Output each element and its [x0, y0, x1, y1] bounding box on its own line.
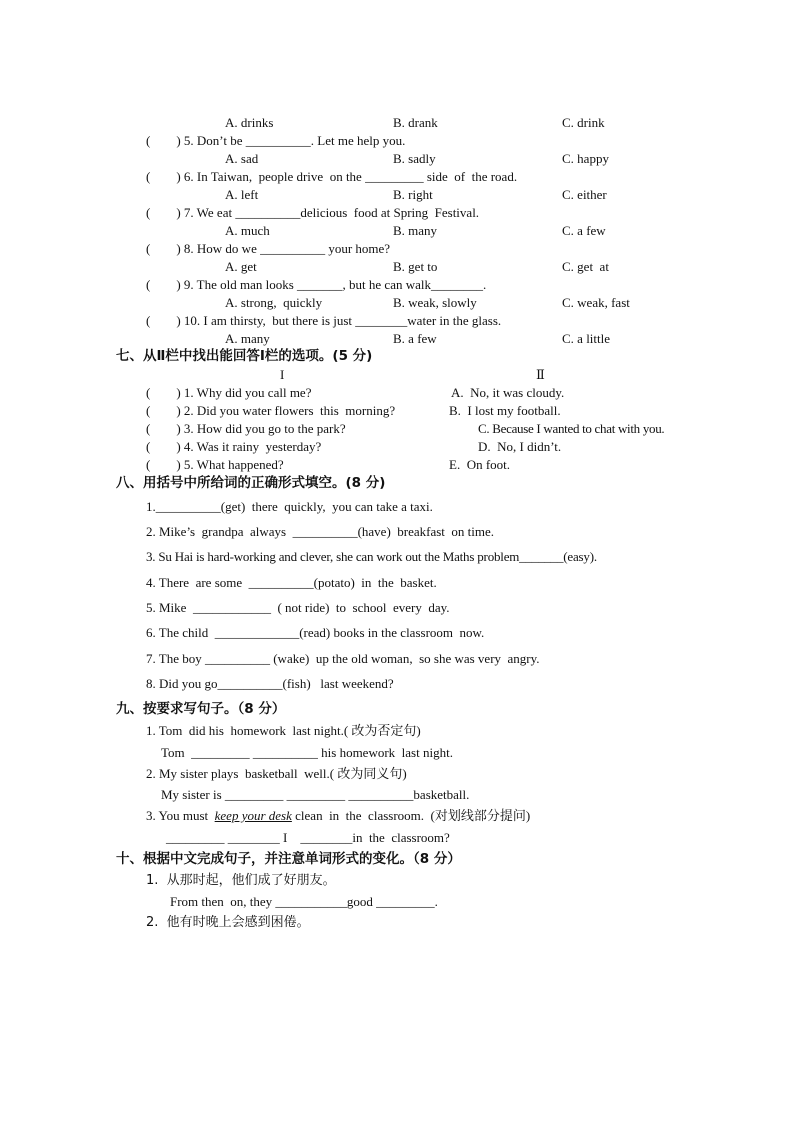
option-c: C. get at — [562, 259, 609, 274]
rewrite-item-3-suffix: clean in the classroom. (对划线部分提问) — [291, 808, 531, 823]
option-a: A. strong, quickly — [225, 295, 323, 310]
choice-item-9-stem: ( ) 9. The old man looks _______, but he can walk________. — [146, 277, 487, 292]
fill-item-8: 8. Did you go__________(fish) last weekend? — [146, 676, 394, 691]
choice-item-8-stem: ( ) 8. How do we __________ your home? — [146, 241, 391, 256]
underlined-phrase: keep your desk — [214, 808, 292, 823]
section-10-heading: 十、根据中文完成句子，并注意单词形式的变化。（8 分） — [116, 851, 461, 867]
option-b: B. get to — [393, 259, 438, 274]
choice-item-10-stem: ( ) 10. I am thirsty, but there is just ________water in the glass. — [146, 313, 502, 328]
rewrite-item-3-prefix: 3. You must — [146, 808, 215, 823]
rewrite-item-2-answer: My sister is _________ _________ __________basketball. — [161, 787, 470, 802]
match-question: ( ) 1. Why did you call me? — [146, 385, 312, 400]
match-question: ( ) 4. Was it rainy yesterday? — [146, 439, 322, 454]
choice-item-5-stem: ( ) 5. Don’t be __________. Let me help you. — [146, 133, 406, 148]
fill-item-5: 5. Mike ____________ ( not ride) to school every day. — [146, 600, 450, 615]
match-answer: E. On foot. — [449, 457, 511, 472]
match-answer: B. I lost my football. — [449, 403, 561, 418]
option-b: B. right — [393, 187, 433, 202]
choice-item-6-stem: ( ) 6. In Taiwan, people drive on the _________ side of the road. — [146, 169, 518, 184]
option-c: C. weak, fast — [562, 295, 630, 310]
section-7-heading: 七、从Ⅱ栏中找出能回答Ⅰ栏的选项。(5 分) — [116, 348, 373, 364]
option-c: C. either — [562, 187, 607, 202]
option-c: C. a few — [562, 223, 606, 238]
match-question: ( ) 3. How did you go to the park? — [146, 421, 346, 436]
option-a: A. sad — [225, 151, 259, 166]
section-9-heading: 九、按要求写句子。（8 分） — [116, 701, 286, 717]
rewrite-item-1-answer: Tom _________ __________ his homework last night. — [161, 745, 453, 760]
option-b: B. many — [393, 223, 438, 238]
option-a: A. drinks — [225, 115, 274, 130]
match-answer: A. No, it was cloudy. — [451, 385, 565, 400]
fill-item-1: 1.__________(get) there quickly, you can take a taxi. — [146, 499, 433, 514]
match-answer: D. No, I didn’t. — [478, 439, 562, 454]
option-b: B. drank — [393, 115, 438, 130]
rewrite-item-3-answer: _________ ________ I ________in the classroom? — [166, 830, 450, 845]
match-question: ( ) 2. Did you water flowers this morning? — [146, 403, 396, 418]
option-a: A. get — [225, 259, 257, 274]
match-answer: C. Because I wanted to chat with you. — [478, 421, 665, 436]
fill-item-4: 4. There are some __________(potato) in the basket. — [146, 575, 437, 590]
option-a: A. much — [225, 223, 270, 238]
option-c: C. drink — [562, 115, 605, 130]
rewrite-item-2: 2. My sister plays basketball well.( 改为同义句) — [146, 766, 407, 781]
option-c: C. happy — [562, 151, 609, 166]
translate-item-1: 1. 从那时起，他们成了好朋友。 — [146, 873, 336, 888]
choice-item-7-stem: ( ) 7. We eat __________delicious food at Spring Festival. — [146, 205, 480, 220]
option-b: B. sadly — [393, 151, 436, 166]
section-8-heading: 八、用括号中所给词的正确形式填空。(8 分) — [116, 475, 386, 491]
rewrite-item-1: 1. Tom did his homework last night.( 改为否定句) — [146, 723, 421, 738]
option-a: A. many — [225, 331, 270, 346]
fill-item-3: 3. Su Hai is hard-working and clever, she can work out the Maths problem_______(easy). — [146, 549, 597, 564]
match-question: ( ) 5. What happened? — [146, 457, 284, 472]
option-b: B. weak, slowly — [393, 295, 477, 310]
column-1-header: I — [280, 367, 285, 382]
fill-item-7: 7. The boy __________ (wake) up the old woman, so she was very angry. — [146, 651, 540, 666]
option-a: A. left — [225, 187, 259, 202]
fill-item-2: 2. Mike’s grandpa always __________(have) breakfast on time. — [146, 524, 495, 539]
translate-item-2: 2. 他有时晚上会感到困倦。 — [146, 915, 310, 930]
rewrite-item-3 — [146, 807, 530, 825]
translate-item-1-answer: From then on, they ___________good _________. — [170, 894, 438, 909]
fill-item-6: 6. The child _____________(read) books in the classroom now. — [146, 625, 485, 640]
option-b: B. a few — [393, 331, 437, 346]
option-c: C. a little — [562, 331, 611, 346]
column-2-header: Ⅱ — [536, 367, 545, 382]
